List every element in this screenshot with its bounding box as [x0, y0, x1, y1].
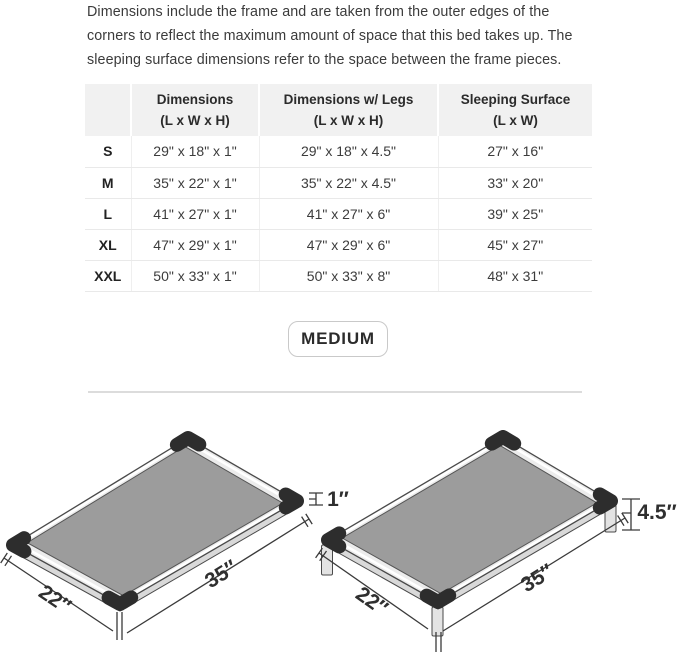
table-row	[85, 167, 592, 198]
table-header-row	[85, 84, 592, 136]
header-sleeping-surface	[438, 84, 592, 136]
legs-bed-height-label: 4.5″	[637, 501, 677, 524]
corner-piece	[328, 533, 339, 546]
dimensions-cell: 35" x 22" x 1"	[131, 167, 259, 198]
flat-bed-width-label: 22″	[34, 580, 76, 619]
size-table	[85, 84, 592, 292]
header-dimensions-with-legs	[259, 84, 438, 136]
header-dimensions-label: Dimensions	[156, 92, 234, 107]
size-cell: L	[85, 198, 131, 229]
corner-piece	[177, 438, 199, 445]
table-row	[85, 198, 592, 229]
bed-leg	[432, 607, 443, 636]
header-sleeping-surface-label: Sleeping Surface	[460, 92, 571, 107]
dimensions-with-legs-cell: 29" x 18" x 4.5"	[259, 136, 438, 167]
table-row	[85, 260, 592, 291]
bed-size-diagram	[0, 400, 679, 654]
header-dimensions-with-legs-sublabel: (L x W x H)	[313, 113, 384, 128]
size-cell: XXL	[85, 260, 131, 291]
dimensions-with-legs-cell: 47" x 29" x 6"	[259, 229, 438, 260]
sleeping-surface-cell: 39" x 25"	[438, 198, 592, 229]
corner-piece	[13, 538, 24, 551]
legs-bed-width-label: 22″	[351, 582, 392, 621]
sleeping-surface-cell: 27" x 16"	[438, 136, 592, 167]
section-divider	[88, 391, 582, 393]
dimensions-with-legs-cell: 35" x 22" x 4.5"	[259, 167, 438, 198]
sleeping-surface-cell: 45" x 27"	[438, 229, 592, 260]
size-medium-button[interactable]: MEDIUM	[288, 321, 388, 357]
corner-piece	[600, 494, 611, 507]
corner-piece	[109, 598, 132, 605]
dimensions-cell: 29" x 18" x 1"	[131, 136, 259, 167]
header-dimensions-with-legs-label: Dimensions w/ Legs	[283, 92, 414, 107]
header-dimensions-sublabel: (L x W x H)	[160, 113, 230, 128]
dimensions-cell: 41" x 27" x 1"	[131, 198, 259, 229]
size-cell: M	[85, 167, 131, 198]
corner-piece	[427, 595, 450, 602]
sleeping-surface-cell: 33" x 20"	[438, 167, 592, 198]
dimensions-with-legs-cell: 41" x 27" x 6"	[259, 198, 438, 229]
intro-text: Dimensions include the frame and are taken from the outer edges of the corners to reflect the maximum amount of space that this bed takes up. The sleeping surface dimensions refer to the space between the frame pieces.	[87, 4, 573, 68]
bed-flat-illustration	[1, 438, 349, 640]
flat-bed-height-label: 1″	[327, 488, 349, 511]
dimensions-with-legs-cell: 50" x 33" x 8"	[259, 260, 438, 291]
bed-legs-illustration	[316, 437, 677, 652]
dimensions-cell: 47" x 29" x 1"	[131, 229, 259, 260]
legs-bed-length-label: 35″	[516, 559, 558, 598]
table-row	[85, 229, 592, 260]
header-size-blank	[85, 84, 131, 136]
size-cell: XL	[85, 229, 131, 260]
corner-piece	[286, 495, 297, 508]
sleeping-surface-cell: 48" x 31"	[438, 260, 592, 291]
dimensions-cell: 50" x 33" x 1"	[131, 260, 259, 291]
header-sleeping-surface-sublabel: (L x W)	[493, 113, 538, 128]
flat-bed-length-label: 35″	[200, 555, 242, 594]
size-cell: S	[85, 136, 131, 167]
table-row	[85, 136, 592, 167]
header-dimensions	[131, 84, 259, 136]
corner-piece	[492, 437, 514, 444]
